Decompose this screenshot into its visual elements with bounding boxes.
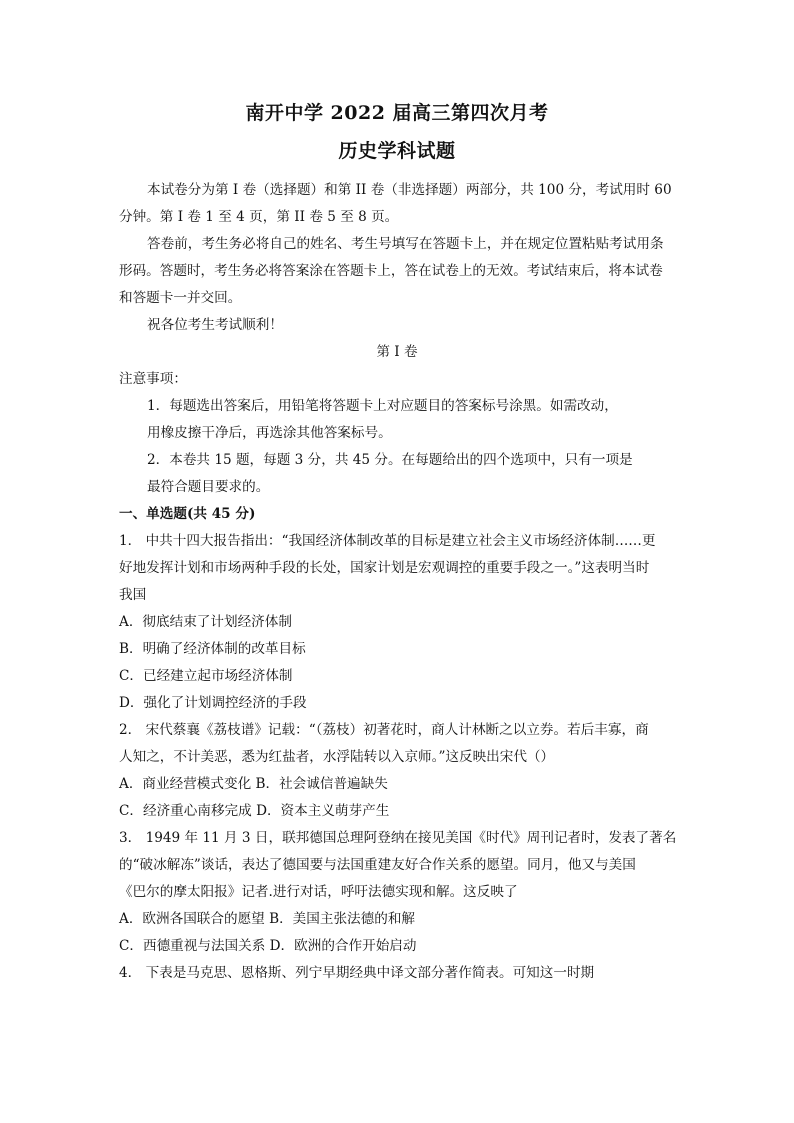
question-stem: 3． 1949 年 11 月 3 日，联邦德国总理阿登纳在接见美国《时代》周刊记者时，发表了著名 [119,830,677,846]
section-heading: 一、单选题(共 45 分) [119,506,256,522]
exam-subtitle: 历史学科试题 [338,140,456,162]
option-d: D．强化了计划调控经济的手段 [119,695,307,711]
notice-item: 2．本卷共 15 题，每题 3 分，共 45 分。在每题给出的四个选项中，只有一项是 [147,452,633,468]
notice-item: 用橡皮擦干净后，再选涂其他答案标号。 [147,425,392,441]
question-stem: 人知之，不计美恶，悉为红盐者，水浮陆转以入京师。”这反映出宋代（） [119,749,555,765]
notice-title: 注意事项： [119,371,187,387]
greeting: 祝各位考生考试顺利！ [147,317,283,333]
options-ab: A．欧洲各国联合的愿望 B．美国主张法德的和解 [119,911,416,927]
question-stem: 4． 下表是马克思、恩格斯、列宁早期经典中译文部分著作简表。可知这一时期 [119,965,595,981]
options-cd: C．西德重视与法国关系 D．欧洲的合作开始启动 [119,938,417,954]
intro-line: 本试卷分为第 I 卷（选择题）和第 II 卷（非选择题）两部分，共 100 分，考试用时 60 [147,182,672,198]
question-stem: 我国 [119,587,147,603]
question-stem: 2． 宋代蔡襄《荔枝谱》记载：“（荔枝）初著花时，商人计林断之以立券。若后丰寡，商 [119,722,649,738]
options-ab: A．商业经营模式变化 B．社会诚信普遍缺失 [119,776,388,792]
intro-line: 和答题卡一并交回。 [119,290,242,306]
options-cd: C．经济重心南移完成 D．资本主义萌芽产生 [119,803,390,819]
question-stem: 好地发挥计划和市场两种手段的长处，国家计划是宏观调控的重要手段之一。”这表明当时 [119,560,650,576]
question-stem: 《巴尔的摩太阳报》记者.进行对话，呼吁法德实现和解。这反映了 [119,884,518,900]
notice-item: 1．每题选出答案后，用铅笔将答题卡上对应题目的答案标号涂黑。如需改动， [147,398,618,414]
intro-line: 答卷前，考生务必将自己的姓名、考生号填写在答题卡上，并在规定位置粘贴考试用条 [147,236,664,252]
option-b: B．明确了经济体制的改革目标 [119,641,306,657]
intro-line: 形码。答题时，考生务必将答案涂在答题卡上，答在试卷上的无效。考试结束后，将本试卷 [119,263,663,279]
exam-title: 南开中学 2022 届高三第四次月考 [245,102,549,124]
intro-line: 分钟。第 I 卷 1 至 4 页，第 II 卷 5 至 8 页。 [119,209,399,225]
question-stem: 1． 中共十四大报告指出：“我国经济体制改革的目标是建立社会主义市场经济体制……更 [119,533,656,549]
option-a: A．彻底结束了计划经济体制 [119,614,292,630]
question-stem: 的“破冰解冻”谈话，表达了德国要与法国重建友好合作关系的愿望。同月，他又与美国 [119,857,636,873]
notice-item: 最符合题目要求的。 [147,479,270,495]
part-heading: 第 I 卷 [376,344,418,360]
option-c: C．已经建立起市场经济体制 [119,668,293,684]
